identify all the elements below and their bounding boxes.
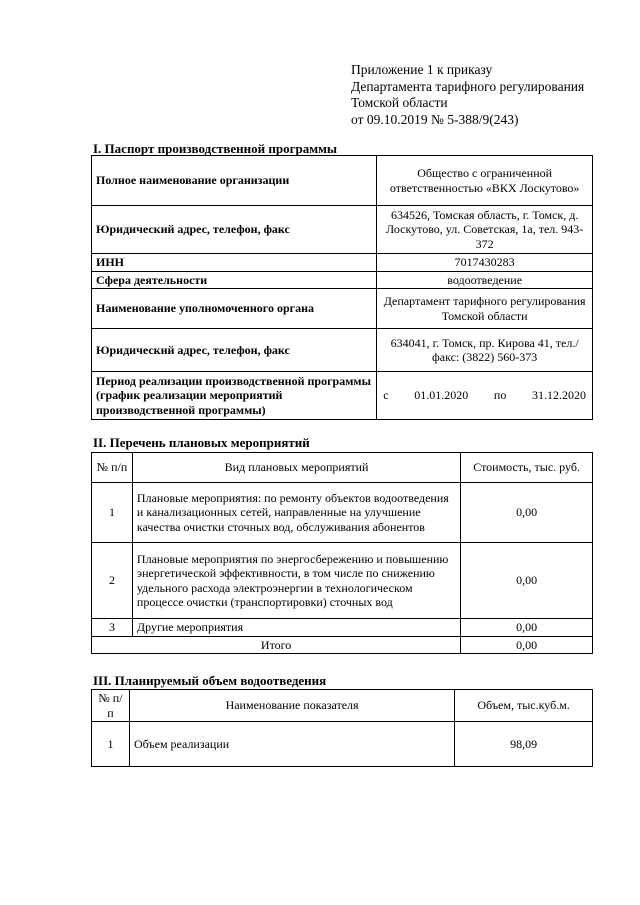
table-row bbox=[92, 483, 593, 543]
activities-table bbox=[91, 452, 593, 654]
row-name: Другие мероприятия bbox=[132, 619, 460, 637]
table-row bbox=[92, 372, 593, 420]
period-value bbox=[377, 372, 593, 420]
row-num: 3 bbox=[92, 619, 133, 637]
passport-label: ИНН bbox=[92, 254, 377, 272]
table-row bbox=[92, 271, 593, 289]
table-row bbox=[92, 206, 593, 254]
table-header-row bbox=[92, 690, 593, 722]
section-1-title: I. Паспорт производственной программы bbox=[93, 141, 338, 156]
passport-table bbox=[91, 155, 593, 420]
section-2-title: II. Перечень плановых мероприятий bbox=[93, 435, 310, 450]
period-from-word: с bbox=[383, 388, 389, 403]
period-from-date: 01.01.2020 bbox=[414, 388, 469, 403]
table-row bbox=[92, 289, 593, 329]
row-num: 2 bbox=[92, 543, 133, 619]
passport-value: Общество с ограниченной ответственностью «ВКХ Лоскутово» bbox=[377, 156, 593, 206]
header-line-3: Томской области bbox=[351, 95, 448, 110]
table-row bbox=[92, 254, 593, 272]
table-row bbox=[92, 156, 593, 206]
row-cost: 0,00 bbox=[461, 483, 593, 543]
passport-value: 634041, г. Томск, пр. Кирова 41, тел./факс: (3822) 560-373 bbox=[377, 329, 593, 372]
col-header-volume: Объем, тыс.куб.м. bbox=[455, 690, 593, 722]
total-label: Итого bbox=[92, 636, 461, 654]
passport-value: водоотведение bbox=[377, 271, 593, 289]
passport-value: 7017430283 bbox=[377, 254, 593, 272]
header-line-1: Приложение 1 к приказу bbox=[351, 62, 493, 77]
period-to-word: по bbox=[493, 388, 507, 403]
section-3-title: III. Планируемый объем водоотведения bbox=[93, 673, 327, 688]
col-header-num: № п/п bbox=[92, 453, 133, 483]
table-row bbox=[92, 722, 593, 767]
total-row bbox=[92, 636, 593, 654]
total-cost: 0,00 bbox=[461, 636, 593, 654]
row-volume: 98,09 bbox=[455, 722, 593, 767]
row-name: Плановые мероприятия: по ремонту объектов водоотведения и канализационных сетей, направленные на улучшение качества очистки сточных вод, обслуживания абонентов bbox=[132, 483, 460, 543]
volume-table bbox=[91, 689, 593, 767]
col-header-num: № п/п bbox=[92, 690, 130, 722]
col-header-name: Вид плановых мероприятий bbox=[132, 453, 460, 483]
row-name: Объем реализации bbox=[129, 722, 454, 767]
col-header-cost: Стоимость, тыс. руб. bbox=[461, 453, 593, 483]
col-header-name: Наименование показателя bbox=[129, 690, 454, 722]
document-header bbox=[351, 62, 584, 128]
row-name: Плановые мероприятия по энергосбережению и повышению энергетической эффективности, в том числе по снижению удельного расхода электроэнергии в технологическом процессе очистки (транспортировки) сточных вод bbox=[132, 543, 460, 619]
passport-label: Юридический адрес, телефон, факс bbox=[92, 206, 377, 254]
passport-label: Юридический адрес, телефон, факс bbox=[92, 329, 377, 372]
row-cost: 0,00 bbox=[461, 543, 593, 619]
row-num: 1 bbox=[92, 722, 130, 767]
row-num: 1 bbox=[92, 483, 133, 543]
period-label: Период реализации производственной программы (график реализации мероприятий производственной программы) bbox=[92, 372, 377, 420]
header-line-4: от 09.10.2019 № 5-388/9(243) bbox=[351, 111, 519, 127]
table-row bbox=[92, 619, 593, 637]
passport-value: 634526, Томская область, г. Томск, д. Лоскутово, ул. Советская, 1а, тел. 943-372 bbox=[377, 206, 593, 254]
header-line-2: Департамента тарифного регулирования bbox=[351, 78, 585, 94]
row-cost: 0,00 bbox=[461, 619, 593, 637]
period-to-date: 31.12.2020 bbox=[531, 388, 586, 403]
table-row bbox=[92, 543, 593, 619]
table-header-row bbox=[92, 453, 593, 483]
passport-label: Полное наименование организации bbox=[92, 156, 377, 206]
passport-value: Департамент тарифного регулирования Томской области bbox=[377, 289, 593, 329]
passport-label: Наименование уполномоченного органа bbox=[92, 289, 377, 329]
table-row bbox=[92, 329, 593, 372]
passport-label: Сфера деятельности bbox=[92, 271, 377, 289]
